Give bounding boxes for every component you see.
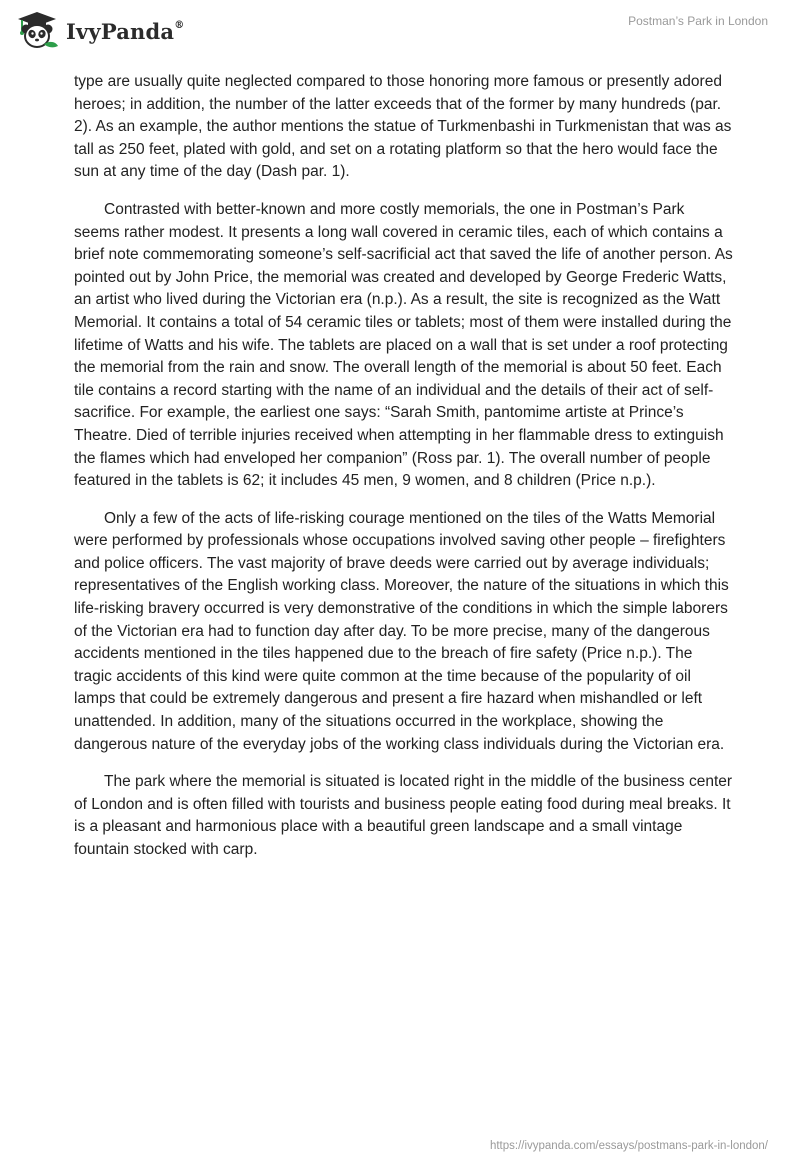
brand-name [66, 19, 184, 44]
page-header [0, 0, 800, 60]
brand-name-text: IvyPanda [66, 18, 175, 44]
source-url[interactable]: https://ivypanda.com/essays/postmans-park-in-london/ [489, 1140, 768, 1152]
paragraph-2: Contrasted with better-known and more costly memorials, the one in Postman’s Park seems rather modest. It presents a long wall covered in ceramic tiles, each of which contains a brief note commemorating someone’s self-sacrificial act that saved the life of another person. As pointed out by John Price, the memorial was created and developed by George Frederic Watts, an artist who lived during the Victorian era (n.p.). As a result, the site is recognized as the Watt Memorial. It contains a total of 54 ceramic tiles or tablets; most of them were installed during the lifetime of Watts and his wife. The tablets are placed on a wall that is set under a roof protecting the memorial from the rain and snow. The overall length of the memorial is about 50 feet. Each tile contains a record starting with the name of an individual and the details of their act of self-sacrifice. For example, the earliest one says: “Sarah Smith, pantomime artiste at Prince’s Theatre. Died of terrible injuries received when attempting in her flammable dress to extinguish the flames which had enveloped her companion” (Ross par. 1). The overall number of people featured in the tablets is 62; it includes 45 men, 9 women, and 8 children (Price n.p.). [74, 200, 733, 490]
running-title: Postman’s Park in London [628, 14, 768, 28]
ivypanda-logo[interactable] [14, 10, 184, 50]
essay-body [74, 71, 734, 877]
paragraph-1: type are usually quite neglected compared to those honoring more famous or presently adored heroes; in addition, the number of the latter exceeds that of the former by many hundreds (par. 2). As an example, the author mentions the statue of Turkmenbashi in Turkmenistan that was as tall as 250 feet, plated with gold, and set on a rotating platform so that the hero would face the sun at any time of the day (Dash par. 1). [74, 73, 732, 181]
paragraph-4: The park where the memorial is situated is located right in the middle of the business center of London and is often filled with tourists and business people eating food during meal breaks. It is a pleasant and harmonious place with a beautiful green landscape and a small vintage fountain stocked with carp. [74, 773, 733, 858]
paragraph-3: Only a few of the acts of life-risking courage mentioned on the tiles of the Watts Memorial were performed by professionals whose occupations involved saving other people – firefighters and police officers. The vast majority of brave deeds were carried out by average individuals; representatives of the English working class. Moreover, the nature of the situations in which this life-risking bravery occurred is very demonstrative of the conditions in which the simple laborers of the Victorian era had to function day after day. To be more precise, many of the dangerous accidents mentioned in the tiles happened due to the breach of fire safety (Price n.p.). The tragic accidents of this kind were quite common at the time because of the popularity of oil lamps that could be extremely dangerous and present a fire hazard when mishandled or left unattended. In addition, many of the situations occurred in the workplace, showing the dangerous nature of the everyday jobs of the working class individuals during the Victorian era. [74, 509, 729, 753]
registered-mark: ® [174, 19, 185, 31]
panda-graduate-icon [14, 10, 60, 50]
